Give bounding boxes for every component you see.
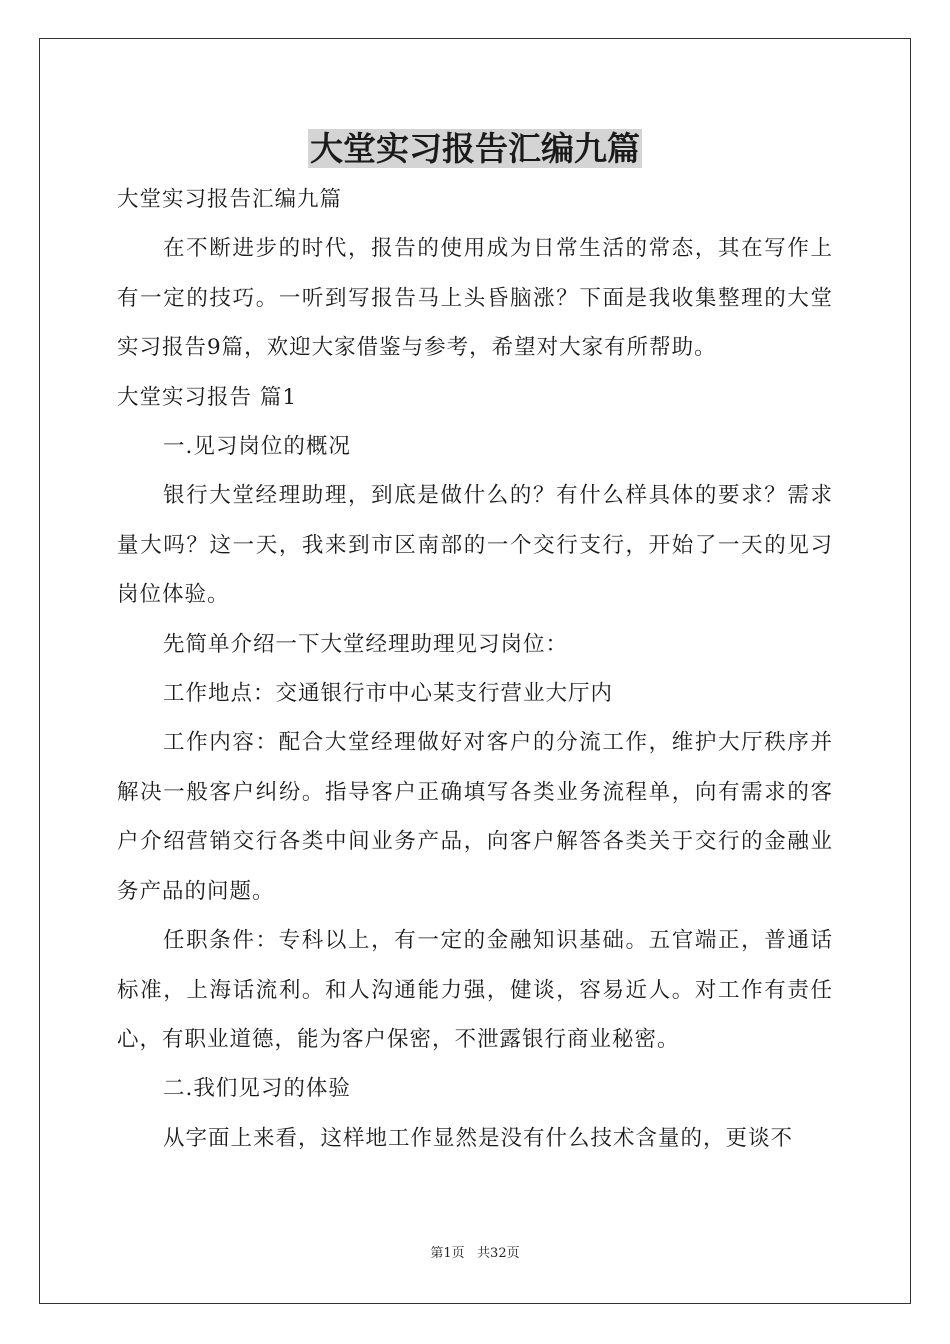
paragraph: 从字面上来看，这样地工作显然是没有什么技术含量的，更谈不: [163, 1125, 794, 1151]
paragraph: 在不断进步的时代，报告的使用成为日常生活的常态，其在写作上有一定的技巧。一听到写报告马上头昏脑涨？下面是我收集整理的大堂实习报告9篇，欢迎大家借鉴与参考，希望对大家有所帮助。: [117, 236, 833, 361]
paragraph: 任职条件：专科以上，有一定的金融知识基础。五官端正，普通话标准，上海话流利。和人沟通能力强，健谈，容易近人。对工作有责任心，有职业道德，能为客户保密，不泄露银行商业秘密。: [117, 928, 833, 1052]
page-footer: [0, 1244, 950, 1264]
paragraph: 银行大堂经理助理，到底是做什么的？有什么样具体的要求？需求量大吗？这一天，我来到市区南部的一个交行支行，开始了一天的见习岗位体验。: [117, 483, 833, 608]
paragraph: 工作地点：交通银行市中心某支行营业大厅内: [163, 681, 614, 707]
document-body: [117, 175, 833, 1163]
paragraph: 先简单介绍一下大堂经理助理见习岗位：: [163, 631, 569, 657]
paragraph: 大堂实习报告汇编九篇: [117, 187, 343, 212]
subsection-heading: 一.见习岗位的概况: [163, 434, 351, 460]
page-number: 第1页 共32页: [430, 1246, 520, 1261]
section-heading: 大堂实习报告 篇1: [117, 384, 298, 410]
document-title: [0, 124, 950, 174]
paragraph: 工作内容：配合大堂经理做好对客户的分流工作，维护大厅秩序并解决一般客户纠纷。指导客户正确填写各类业务流程单，向有需求的客户介绍营销交行各类中间业务产品，向客户解答各类关于交行的金融业务产品的问题。: [117, 730, 833, 904]
subsection-heading: 二.我们见习的体验: [163, 1076, 351, 1102]
document-title-text: 大堂实习报告汇编九篇: [310, 129, 640, 168]
